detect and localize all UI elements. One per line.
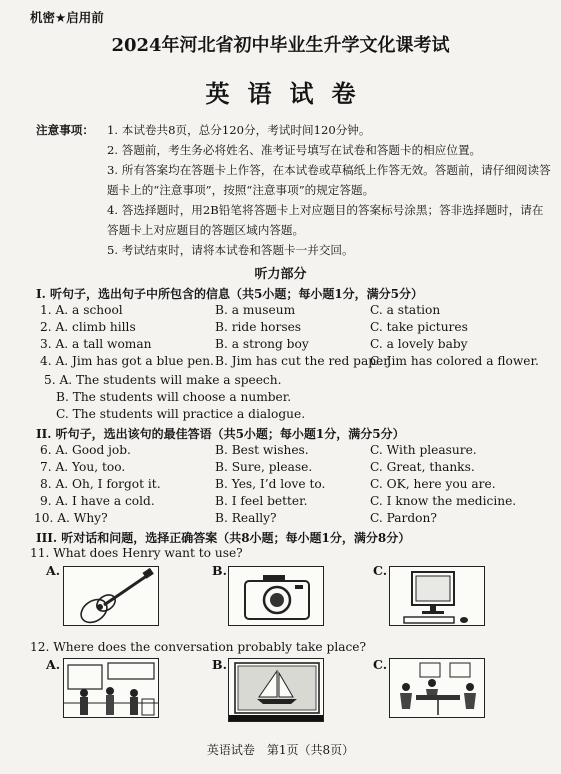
option-b: B. ride horses	[215, 320, 302, 334]
q12-option-c-label: C.	[373, 657, 388, 672]
page-footer: 英语试卷 第1页（共8页）	[206, 743, 355, 757]
option-b: B. Yes, I’d love to.	[215, 477, 326, 491]
q5-option-a: 5. A. The students will make a speech.	[44, 373, 282, 387]
note-item: 4. 答选择题时，用2B铅笔将答题卡上对应题目的答案标号涂黑；答非选择题时，请在答题卡上对应题目的答题区域内答题。	[107, 203, 544, 237]
computer-icon	[390, 567, 485, 626]
confidential-label: 机密★启用前	[30, 10, 104, 25]
restaurant-picture	[389, 658, 485, 718]
question-row	[40, 320, 550, 338]
part1-title: I. 听句子，选出句子中所包含的信息（共5小题；每小题1分，满分5分）	[36, 287, 424, 301]
option-b: B. I feel better.	[215, 494, 308, 508]
restaurant-icon	[390, 659, 485, 718]
option-c: C. a lovely baby	[370, 337, 468, 351]
camera-picture	[228, 566, 324, 626]
q11-option-a-label: A.	[46, 563, 61, 578]
option-a: 4. A. Jim has got a blue pen.	[40, 354, 214, 368]
question-row	[40, 303, 550, 321]
option-b: B. Really?	[215, 511, 277, 525]
q5-option-b: B. The students will choose a number.	[56, 390, 292, 404]
camera-icon	[229, 567, 324, 626]
note-item: 2. 答题前，考生务必将姓名、准考证号填写在试卷和答题卡的相应位置。	[107, 143, 482, 157]
q12-option-b-label: B.	[212, 657, 227, 672]
exam-title: 2024年河北省初中毕业生升学文化课考试	[111, 35, 450, 56]
subject-title: 英语试卷	[205, 79, 374, 108]
q11-option-b-label: B.	[212, 563, 227, 578]
shop-scene-picture	[63, 658, 159, 718]
q12-option-a-label: A.	[46, 657, 61, 672]
note-item: 5. 考试结束时，请将本试卷和答题卡一并交回。	[107, 243, 354, 257]
option-a: 3. A. a tall woman	[40, 337, 152, 351]
option-c: C. I know the medicine.	[370, 494, 517, 508]
listening-section-title: 听力部分	[254, 267, 307, 282]
notes-label: 注意事项：	[36, 123, 94, 137]
question-row	[40, 443, 550, 461]
option-a: 1. A. a school	[40, 303, 123, 317]
q11-option-c-label: C.	[373, 563, 388, 578]
option-c: C. Great, thanks.	[370, 460, 475, 474]
part2-title: II. 听句子，选出该句的最佳答语（共5小题；每小题1分，满分5分）	[36, 427, 405, 441]
shop-scene-icon	[64, 659, 159, 718]
guitar-picture	[63, 566, 159, 626]
q5-option-c: C. The students will practice a dialogue.	[56, 407, 306, 421]
option-c: C. take pictures	[370, 320, 468, 334]
note-item: 3. 所有答案均在答题卡上作答，在本试卷或草稿纸上作答无效。答题前，请仔细阅读答题卡上的“注意事项”，按照“注意事项”的规定答题。	[107, 163, 551, 197]
guitar-icon	[64, 567, 159, 626]
question-row	[40, 354, 550, 372]
option-c: C. a station	[370, 303, 441, 317]
q11-text: 11. What does Henry want to use?	[30, 546, 243, 560]
option-c: C. Jim has colored a flower.	[370, 354, 539, 368]
question-row	[40, 494, 550, 512]
question-row	[40, 477, 550, 495]
option-a: 8. A. Oh, I forgot it.	[40, 477, 161, 491]
q12-text: 12. Where does the conversation probably take place?	[30, 640, 367, 654]
option-a: 6. A. Good job.	[40, 443, 131, 457]
option-c: C. With pleasure.	[370, 443, 477, 457]
option-a: 10. A. Why?	[34, 511, 108, 525]
option-c: C. OK, here you are.	[370, 477, 496, 491]
computer-picture	[389, 566, 485, 626]
part3-title: III. 听对话和问题，选择正确答案（共8小题；每小题1分，满分8分）	[36, 531, 411, 545]
option-a: 9. A. I have a cold.	[40, 494, 155, 508]
option-b: B. Sure, please.	[215, 460, 313, 474]
question-row	[40, 337, 550, 355]
sailboat-picture	[228, 658, 324, 722]
option-c: C. Pardon?	[370, 511, 437, 525]
note-item: 1. 本试卷共8页，总分120分，考试时间120分钟。	[107, 123, 371, 137]
option-a: 7. A. You, too.	[40, 460, 126, 474]
option-b: B. Jim has cut the red paper.	[215, 354, 392, 368]
option-b: B. Best wishes.	[215, 443, 309, 457]
sailboat-icon	[229, 659, 324, 722]
option-a: 2. A. climb hills	[40, 320, 136, 334]
option-b: B. a museum	[215, 303, 296, 317]
question-row	[40, 460, 550, 478]
option-b: B. a strong boy	[215, 337, 309, 351]
question-row	[34, 511, 544, 529]
